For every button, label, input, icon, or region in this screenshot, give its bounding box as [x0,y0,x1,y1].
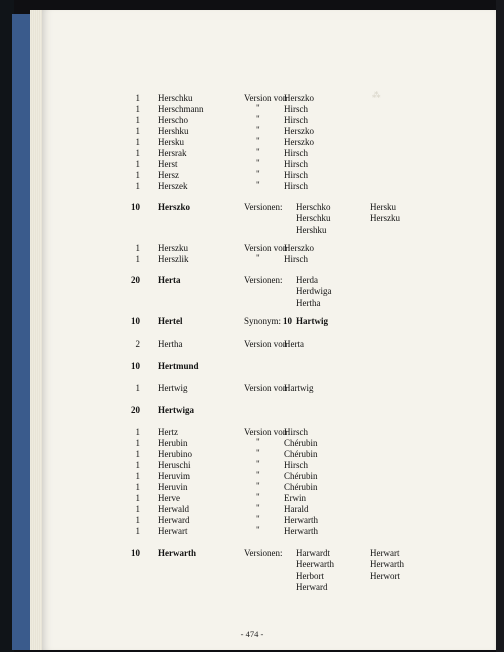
entry-target: Herwart [370,548,400,558]
entry-count: 1 [135,438,140,448]
ditto-mark: " [256,125,260,135]
entry-count: 20 [131,405,140,415]
entry-count: 1 [135,159,140,169]
ditto-mark: " [256,114,260,124]
ditto-mark: " [256,492,260,502]
entry-count: 1 [135,93,140,103]
ditto-mark: " [256,253,260,263]
entry-target: Hershku [296,224,327,235]
entry-target: Hirsch [284,460,308,470]
entry-name: Herubino [158,449,192,459]
ditto-mark: " [256,169,260,179]
entry-target: Herszko [284,243,314,253]
page-number: - 474 - [240,629,264,639]
entry-relation: Version von [244,427,288,437]
entry-target: Hirsch [284,159,308,169]
entry-relation: Versionen: [244,275,283,285]
show-through-text: ⁂ [372,90,381,100]
entry-target: Hersku [370,202,396,212]
entry-count: 1 [135,482,140,492]
entry-name: Herubin [158,438,188,448]
entry-count: 1 [135,449,140,459]
entry-target: Herward [296,581,328,592]
synonym-count: 10 [283,316,292,326]
entry-name: Hertz [158,427,178,437]
entry-target: Hartwig [284,383,314,393]
entry-target: Hirsch [284,254,308,264]
entry-target: Herszko [284,126,314,136]
entry-target: Herwarth [284,515,318,525]
entry-count: 1 [135,170,140,180]
entry-target: Herszko [284,137,314,147]
entry-name: Heruvin [158,482,188,492]
entry-relation: Versionen: [244,548,283,558]
entry-count: 1 [135,243,140,253]
entry-name: Hertwig [158,383,188,393]
entry-name: Hersrak [158,148,187,158]
ditto-mark: " [256,136,260,146]
entry-count: 2 [135,339,140,349]
entry-name: Hertel [158,316,183,326]
entry-name: Herszek [158,181,188,191]
entry-name: Herve [158,493,180,503]
entry-count: 1 [135,137,140,147]
entry-count: 1 [135,104,140,114]
entry-relation: Version von [244,93,288,103]
entry-target: Herda [296,275,318,285]
entry-name: Herwart [158,526,188,536]
ditto-mark: " [256,180,260,190]
entry-name: Hertha [158,339,183,349]
entry-count: 1 [135,471,140,481]
entry-target: Herbort [296,570,324,581]
ditto-mark: " [256,437,260,447]
entry-target: Herta [284,339,304,349]
entry-target: Hirsch [284,181,308,191]
entry-count: 10 [131,316,140,326]
entry-count: 1 [135,460,140,470]
entry-target: Herschku [296,213,331,224]
entry-count: 1 [135,504,140,514]
entry-target: Herwarth [370,559,404,570]
right-edge-shadow [496,0,504,652]
entry-count: 1 [135,515,140,525]
entry-target: Herszku [370,213,400,224]
entry-count: 20 [131,275,140,285]
entry-count: 10 [131,548,140,558]
entry-count: 1 [135,126,140,136]
entry-relation: Version von [244,243,288,253]
entry-relation: Version von [244,339,288,349]
entry-name: Herst [158,159,178,169]
entry-target: Hirsch [284,104,308,114]
entry-target: Heerwarth [296,559,334,570]
entry-count: 1 [135,493,140,503]
entry-target: Chérubin [284,438,318,448]
entry-name: Herward [158,515,190,525]
entry-target: Herwort [370,570,400,581]
entry-count: 1 [135,427,140,437]
entry-name: Herscho [158,115,188,125]
entry-name: Herszku [158,243,188,253]
entry-relation: Versionen: [244,202,283,212]
entry-name: Herwald [158,504,189,514]
entry-name: Herta [158,275,181,285]
entry-count: 1 [135,181,140,191]
ditto-mark: " [256,158,260,168]
entry-target: Chérubin [284,482,318,492]
entry-relation: Synonym: [244,316,282,326]
entry-target: Hirsch [284,170,308,180]
entry-count: 10 [131,361,140,371]
ditto-mark: " [256,103,260,113]
entry-target: Harald [284,504,309,514]
entry-target: Harwardt [296,548,330,558]
entry-name: Hershku [158,126,189,136]
entry-count: 1 [135,254,140,264]
ditto-mark: " [256,481,260,491]
entry-target: Herszko [284,93,314,103]
entry-name: Heruvim [158,471,190,481]
entry-target: Chérubin [284,449,318,459]
entry-target: Hirsch [284,148,308,158]
ditto-mark: " [256,459,260,469]
entry-name: Hertmund [158,361,199,371]
entry-target: Herdwiga [296,286,332,297]
entry-target: Hirsch [284,427,308,437]
entry-target: Chérubin [284,471,318,481]
entry-relation: Version von [244,383,288,393]
ditto-mark: " [256,503,260,513]
ditto-mark: " [256,147,260,157]
entry-count: 1 [135,148,140,158]
entry-name: Herszlik [158,254,189,264]
entry-target: Herwarth [284,526,318,536]
entry-name: Herwarth [158,548,196,558]
entry-name: Hertwiga [158,405,194,415]
entry-target: Erwin [284,493,306,503]
entry-name: Herszko [158,202,190,212]
ditto-mark: " [256,448,260,458]
entry-target: Herschko [296,202,331,212]
entry-name: Hersku [158,137,184,147]
ditto-mark: " [256,514,260,524]
entry-count: 1 [135,526,140,536]
entry-name: Heruschi [158,460,191,470]
ditto-mark: " [256,525,260,535]
entry-count: 10 [131,202,140,212]
ditto-mark: " [256,470,260,480]
entry-name: Herschku [158,93,193,103]
entry-name: Herschmann [158,104,204,114]
entry-target: Hartwig [296,316,328,326]
entry-count: 1 [135,115,140,125]
entry-name: Hersz [158,170,179,180]
entry-target: Hirsch [284,115,308,125]
entry-target: Hertha [296,297,321,308]
entry-count: 1 [135,383,140,393]
